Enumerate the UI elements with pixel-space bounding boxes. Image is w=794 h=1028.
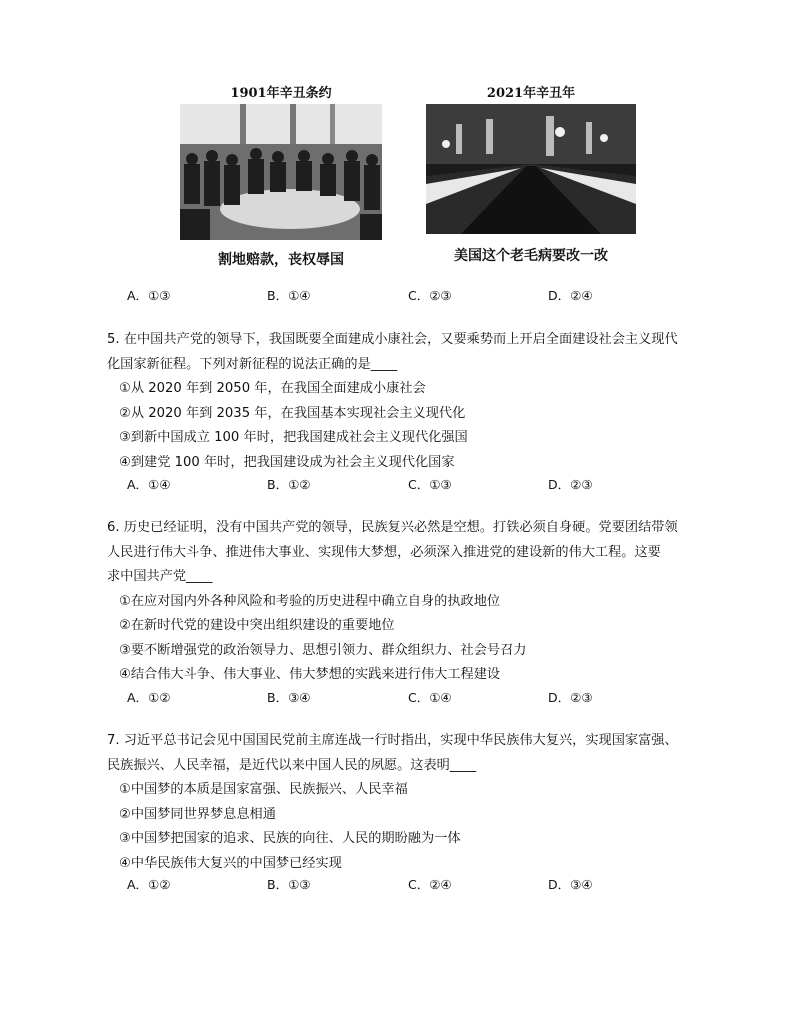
question-6-item-2: ②在新时代党的建设中突出组织建设的重要地位 — [119, 618, 395, 633]
q7-option-d[interactable]: D．③④ — [548, 877, 593, 892]
q7-option-b[interactable]: B．①③ — [267, 877, 311, 892]
q6-option-a[interactable]: A．①② — [127, 690, 171, 705]
q4-option-c[interactable]: C．②③ — [408, 288, 452, 303]
q5-option-b[interactable]: B．①② — [267, 477, 311, 492]
figure-left — [180, 84, 382, 270]
question-5-stem-line-1: 5. 在中国共产党的领导下，我国既要全面建成小康社会，又要乘势而上开启全面建设社会主义现代 — [107, 332, 678, 347]
q7-options — [127, 875, 647, 895]
question-6-item-1: ①在应对国内外各种风险和考验的历史进程中确立自身的执政地位 — [119, 593, 501, 609]
meeting-photo-image — [426, 104, 636, 234]
question-5-item-1: ①从 2020 年到 2050 年，在我国全面建成小康社会 — [119, 381, 426, 396]
q4-option-b[interactable]: B．①④ — [267, 288, 311, 303]
q5-option-d[interactable]: D．②③ — [548, 477, 593, 492]
question-7-stem-line-2: 民族振兴、人民幸福，是近代以来中国人民的夙愿。这表明____ — [107, 757, 477, 773]
q5-option-c[interactable]: C．①③ — [408, 477, 452, 492]
figure-right-photo — [426, 104, 636, 234]
figure-left-title: 1901年辛丑条约 — [230, 86, 332, 101]
figure-right — [426, 84, 636, 266]
question-6-stem-line-1: 6. 历史已经证明，没有中国共产党的领导，民族复兴必然是空想。打铁必须自身硬。党要团结带领 — [107, 520, 678, 535]
q6-option-b[interactable]: B．③④ — [267, 690, 311, 705]
q4-option-d[interactable]: D．②④ — [548, 288, 593, 303]
question-5-item-2: ②从 2020 年到 2035 年，在我国基本实现社会主义现代化 — [119, 405, 466, 421]
q5-options — [127, 475, 647, 495]
figure-right-caption: 美国这个老毛病要改一改 — [454, 248, 608, 264]
question-7-item-1: ①中国梦的本质是国家富强、民族振兴、人民幸福 — [119, 782, 408, 797]
question-6-item-4: ④结合伟大斗争、伟大事业、伟大梦想的实践来进行伟大工程建设 — [119, 667, 501, 682]
figure-left-photo — [180, 104, 382, 240]
question-5-item-4: ④到建党 100 年时，把我国建设成为社会主义现代化国家 — [119, 454, 455, 470]
q6-option-d[interactable]: D．②③ — [548, 690, 593, 705]
question-7-item-3: ③中国梦把国家的追求、民族的向往、人民的期盼融为一体 — [119, 831, 461, 846]
question-5-item-3: ③到新中国成立 100 年时，把我国建成社会主义现代化强国 — [119, 430, 468, 445]
q6-options — [127, 688, 647, 708]
question-7 — [107, 729, 707, 876]
q6-option-c[interactable]: C．①④ — [408, 690, 452, 705]
q4-option-a[interactable]: A．①③ — [127, 288, 171, 303]
question-6-item-3: ③要不断增强党的政治领导力、思想引领力、群众组织力、社会号召力 — [119, 642, 527, 658]
q7-option-c[interactable]: C．②④ — [408, 877, 452, 892]
question-6-stem-line-3: 求中国共产党____ — [107, 569, 213, 584]
figure-left-caption: 割地赔款，丧权辱国 — [218, 252, 344, 268]
question-5 — [107, 328, 707, 475]
question-5-stem-line-2: 化国家新征程。下列对新征程的说法正确的是____ — [107, 356, 398, 372]
question-7-item-2: ②中国梦同世界梦息息相通 — [119, 806, 276, 822]
question-7-stem-line-1: 7. 习近平总书记会见中国国民党前主席连战一行时指出，实现中华民族伟大复兴，实现国家富强、 — [107, 733, 678, 748]
question-6 — [107, 516, 707, 688]
question-6-stem-line-2: 人民进行伟大斗争、推进伟大事业、实现伟大梦想，必须深入推进党的建设新的伟大工程。这要 — [107, 544, 661, 560]
q5-option-a[interactable]: A．①④ — [127, 477, 171, 492]
question-7-item-4: ④中华民族伟大复兴的中国梦已经实现 — [119, 855, 342, 871]
historical-photo-image — [180, 104, 382, 240]
figure-right-title: 2021年辛丑年 — [486, 86, 576, 101]
q4-options — [127, 286, 647, 306]
q7-option-a[interactable]: A．①② — [127, 877, 171, 892]
